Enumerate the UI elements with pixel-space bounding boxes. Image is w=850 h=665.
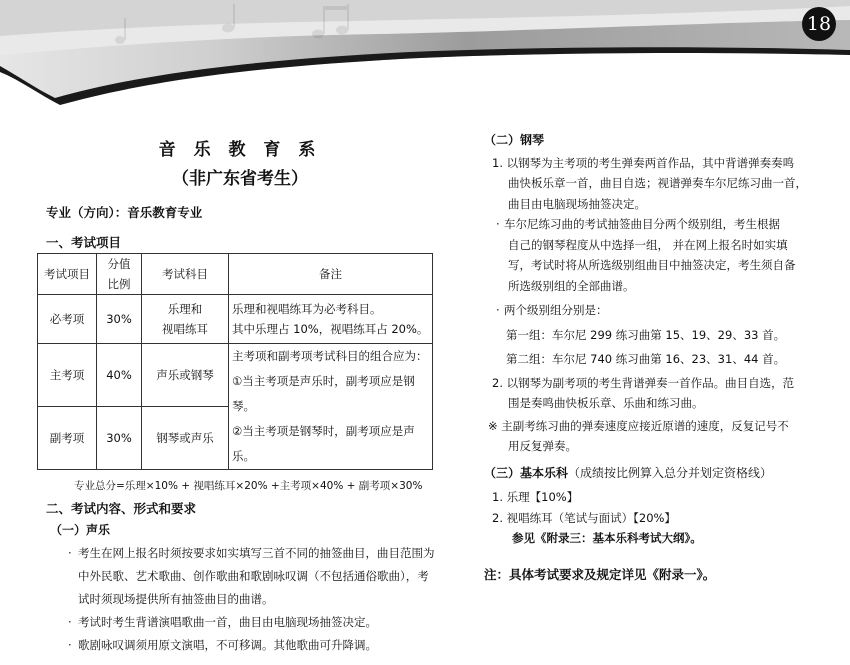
piano-note-line1: ※ 主副考练习曲的弹奏速度应接近原谱的速度，反复记号不 [488, 418, 789, 433]
cell-subject [142, 295, 229, 344]
basic-heading-note: （成绩按比例算入总分并划定资格线） [568, 465, 773, 480]
table-row [38, 295, 433, 344]
vocal-bullet-1-line1: 考生在网上报名时须按要求如实填写三首不同的抽签曲目，曲目范围为 [78, 546, 435, 560]
bullet-dot: · [68, 546, 72, 560]
header-ratio-line2: 比例 [107, 277, 131, 291]
exam-items-table [37, 253, 433, 470]
table-row [38, 344, 433, 407]
piano-note-line2: 用反复弹奏。 [508, 439, 577, 453]
vocal-bullet-3-text: 歌剧咏叹调须用原文演唱，不可移调。其他歌曲可升降调。 [78, 638, 377, 652]
cell-ratio: 30% [97, 407, 142, 470]
basic-item-2: 2. 视唱练耳（笔试与面试）【20%】 [492, 510, 676, 525]
piano-item-2-line2: 围是奏鸣曲快板乐章、乐曲和练习曲。 [508, 396, 704, 410]
major-line: 专业（方向）：音乐教育专业 [46, 205, 203, 220]
shared-note-line3: ②当主考项是钢琴时，副考项应是声乐。 [232, 424, 415, 463]
shared-note-line2: ①当主考项是声乐时，副考项应是钢琴。 [232, 374, 415, 413]
note-line2: 其中乐理占 10%，视唱练耳占 20%。 [232, 322, 429, 336]
shared-note-line1: 主考项和副考项考试科目的组合应为： [232, 349, 428, 363]
piano-bullet-1-line1: 车尔尼练习曲的考试抽签曲目分两个级别组，考生根据 [504, 217, 780, 231]
piano-bullet-1-line2: 自己的钢琴程度从中选择一组， 并在网上报名时如实填 [508, 237, 788, 252]
piano-item-2-line1: 2. 以钢琴为副考项的考生背谱弹奏一首作品。曲目自选，范 [492, 375, 795, 390]
cell-subject: 钢琴或声乐 [142, 407, 229, 470]
header-cell-item: 考试项目 [38, 254, 97, 295]
piano-bullet-1 [496, 214, 818, 235]
bullet-dot: · [68, 638, 72, 652]
subject-line2: 视唱练耳 [162, 322, 208, 336]
final-note: 注：具体考试要求及规定详见《附录一》。 [484, 566, 716, 582]
page-title: 音 乐 教 育 系 [158, 140, 322, 160]
bullet-dot: · [496, 303, 500, 317]
vocal-bullet-1-line3: 试时须现场提供所有抽签曲目的曲谱。 [78, 592, 274, 606]
table-header-row [38, 254, 433, 295]
vocal-bullet-3 [68, 634, 440, 657]
vocal-bullet-1-line2: 中外民歌、艺术歌曲、创作歌曲和歌剧咏叹调（不包括通俗歌曲），考 [78, 569, 429, 583]
header-ratio-line1: 分值 [107, 257, 131, 271]
piano-bullet-1-line3: 写，考试时将从所选级别组曲目中抽签决定，考生须自备 [508, 258, 796, 272]
piano-group-2: 第二组：车尔尼 740 练习曲第 16、23、31、44 首。 [506, 352, 786, 366]
basic-heading: （三）基本乐科 [484, 465, 569, 480]
bullet-dot: · [496, 217, 500, 231]
cell-subject: 声乐或钢琴 [142, 344, 229, 407]
header-cell-subject: 考试科目 [142, 254, 229, 295]
cell-item: 主考项 [38, 344, 97, 407]
page-subtitle: （非广东省考生） [172, 169, 308, 189]
cell-ratio: 40% [97, 344, 142, 407]
section-heading-content: 二、考试内容、形式和要求 [46, 501, 197, 516]
basic-heading-line [484, 463, 818, 484]
vocal-bullet-1 [68, 542, 440, 611]
subject-line1: 乐理和 [167, 302, 203, 316]
cell-shared-note [229, 344, 433, 470]
header-cell-note: 备注 [229, 254, 433, 295]
basic-see-reference: 参见《附录三：基本乐科考试大纲》。 [512, 531, 702, 545]
piano-item-1-line2: 曲快板乐章一首，曲目自选；视谱弹奏车尔尼练习曲一首， [508, 176, 807, 190]
total-score-formula: 专业总分=乐理×10% + 视唱练耳×20% +主考项×40% + 副考项×30% [74, 480, 423, 492]
left-column [40, 130, 440, 657]
bullet-dot: · [68, 615, 72, 629]
vocal-bullet-2-text: 考试时考生背谱演唱歌曲一首，曲目由电脑现场抽签决定。 [78, 615, 377, 629]
piano-heading: （二）钢琴 [484, 133, 545, 147]
piano-item-1-line1: 1. 以钢琴为主考项的考生弹奏两首作品，其中背谱弹奏奏鸣 [492, 155, 795, 170]
cell-item: 副考项 [38, 407, 97, 470]
piano-bullet-1-line4: 所选级别组的全部曲谱。 [508, 278, 635, 293]
basic-item-1: 1. 乐理【10%】 [492, 490, 579, 504]
piano-group-1: 第一组：车尔尼 299 练习曲第 15、19、29、33 首。 [506, 327, 786, 342]
vocal-bullet-2 [68, 611, 440, 634]
vocal-heading: （一）声乐 [50, 523, 111, 537]
header-banner [0, 0, 850, 110]
piano-bullet-2-text: 两个级别组分别是： [504, 303, 608, 317]
piano-item-1-line3: 曲目由电脑现场抽签决定。 [508, 196, 646, 211]
right-column [478, 130, 818, 585]
cell-item: 必考项 [38, 295, 97, 344]
cell-note [229, 295, 433, 344]
section-heading-exam-items: 一、考试项目 [46, 235, 122, 250]
note-line1: 乐理和视唱练耳为必考科目。 [232, 302, 382, 316]
header-cell-ratio [97, 254, 142, 295]
piano-bullet-2 [496, 300, 818, 321]
page-number: 18 [802, 7, 836, 41]
cell-ratio: 30% [97, 295, 142, 344]
